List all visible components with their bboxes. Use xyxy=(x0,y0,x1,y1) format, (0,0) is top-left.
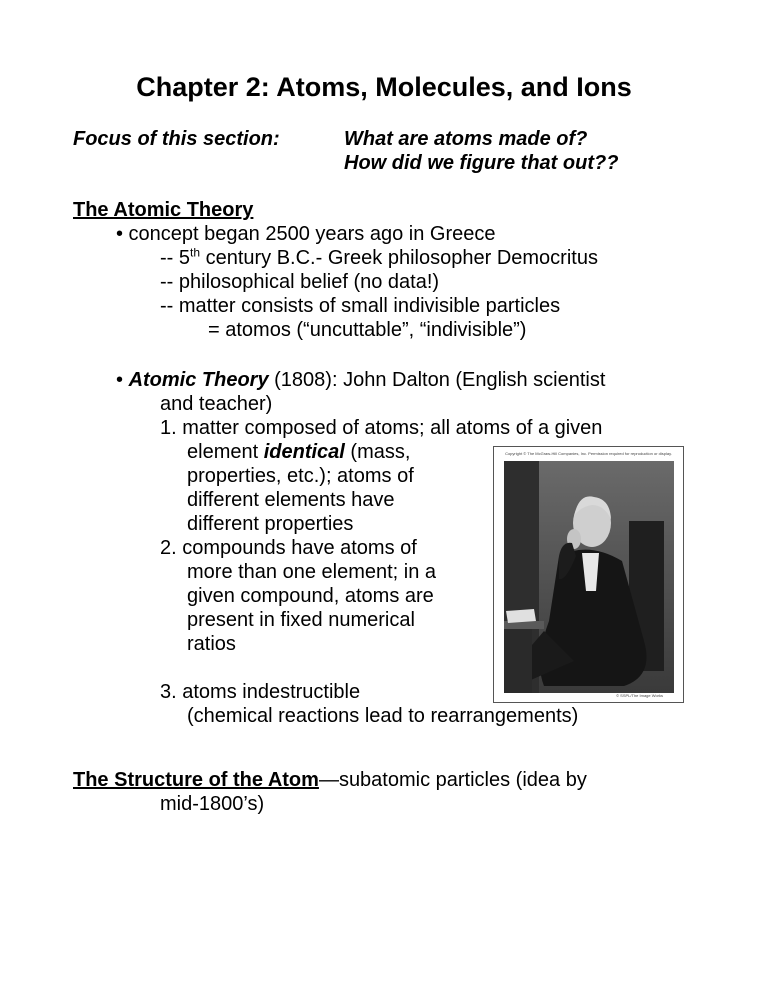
focus-question-1: What are atoms made of? xyxy=(344,128,588,150)
section-heading-atomic-theory: The Atomic Theory xyxy=(73,199,254,221)
item-1-line-4: different elements have xyxy=(187,489,395,511)
bullet-atomic-theory-rest: (1808): John Dalton (English scientist xyxy=(268,369,606,391)
portrait-engraving xyxy=(504,461,674,693)
bullet-atomic-theory xyxy=(116,368,605,392)
bullet-atomic-theory-cont: and teacher) xyxy=(160,393,273,415)
focus-question-2: How did we figure that out?? xyxy=(344,152,619,174)
item-2-line-3: given compound, atoms are xyxy=(187,585,434,607)
term-identical: identical xyxy=(263,441,345,463)
item-3-line-1: 3. atoms indestructible xyxy=(160,681,361,703)
item-1-line-2 xyxy=(187,440,410,464)
item-1-pre: element xyxy=(187,441,264,463)
item-1-line-3: properties, etc.); atoms of xyxy=(187,465,414,487)
sub-democritus xyxy=(160,246,598,270)
item-3-line-2: (chemical reactions lead to rearrangements) xyxy=(187,705,579,727)
structure-line xyxy=(73,768,587,792)
sub-democritus-prefix: -- 5 xyxy=(160,247,190,269)
image-copyright-caption: Copyright © The McGraw-Hill Companies, Inc. Permission required for reproduction or display. xyxy=(505,451,672,456)
sub-democritus-rest: century B.C.- Greek philosopher Democritus xyxy=(200,247,598,269)
dalton-portrait xyxy=(493,446,684,703)
item-1-line-1: 1. matter composed of atoms; all atoms of a given xyxy=(160,417,603,439)
bullet-mark: • xyxy=(116,369,129,391)
bullet-concept: • concept began 2500 years ago in Greece xyxy=(116,223,496,245)
item-2-line-2: more than one element; in a xyxy=(187,561,437,583)
item-2-line-5: ratios xyxy=(187,633,236,655)
structure-rest: —subatomic particles (idea by xyxy=(318,769,587,791)
item-1-post: (mass, xyxy=(344,441,411,463)
image-credit-caption: © SSPL/The Image Works xyxy=(616,693,663,698)
section-heading-structure: The Structure of the Atom xyxy=(73,769,319,791)
item-2-line-1: 2. compounds have atoms of xyxy=(160,537,417,559)
sub-matter: -- matter consists of small indivisible particles xyxy=(160,295,561,317)
item-1-line-5: different properties xyxy=(187,513,354,535)
page-title: Chapter 2: Atoms, Molecules, and Ions xyxy=(136,72,632,102)
structure-cont: mid-1800’s) xyxy=(160,793,265,815)
superscript-th: th xyxy=(190,245,201,260)
term-atomic-theory: Atomic Theory xyxy=(128,369,269,391)
sub-philosophical: -- philosophical belief (no data!) xyxy=(160,271,440,293)
focus-label: Focus of this section: xyxy=(73,128,280,150)
item-2-line-4: present in fixed numerical xyxy=(187,609,415,631)
sub-atomos: = atomos (“uncuttable”, “indivisible”) xyxy=(208,319,527,341)
